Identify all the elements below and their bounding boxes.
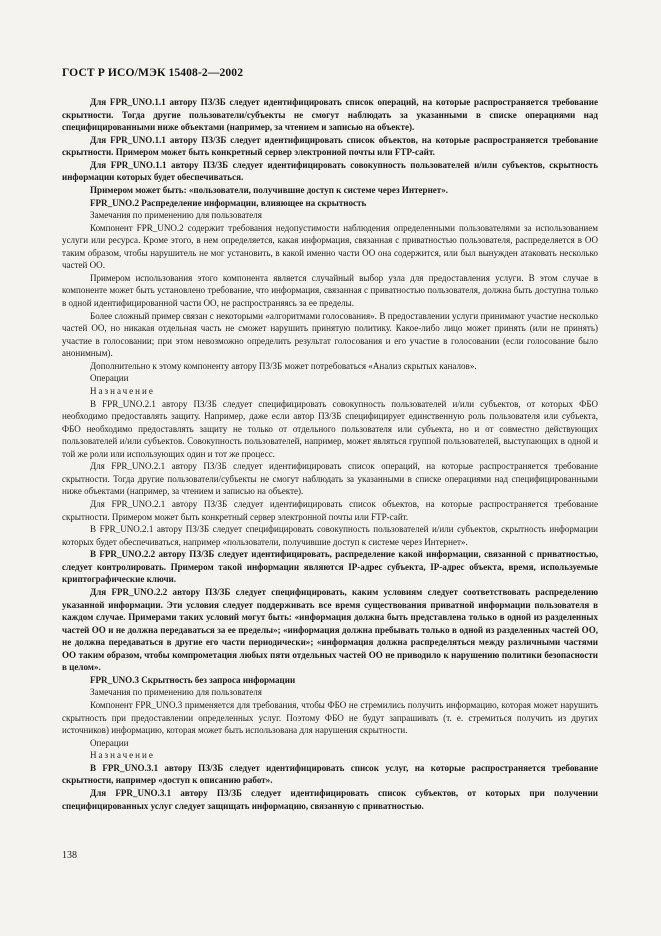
paragraph: В FPR_UNO.2.1 автору ПЗ/ЗБ следует специфицировать совокупность пользователей и/или субъектов, скрытность информации которых будет обеспечиваться, например «пользователи, получившие доступ к системе через Интернет». — [62, 524, 598, 547]
paragraph: Для FPR_UNO.2.1 автору ПЗ/ЗБ следует идентифицировать список объектов, на которые распространяется требование скрытности. Примером может быть конкретный сервер электронной почты или FTP-сайт. — [62, 499, 598, 522]
paragraph: Назначение — [90, 750, 155, 761]
document-body — [62, 96, 598, 812]
paragraph: Примером использования этого компонента является случайный выбор узла для предоставления услуги. В этом случае в компоненте может быть установлено требование, что информация, связанная с приватностью пользователя, должна быть доступна только в одной идентифицированной части ОО, не распространяясь за ее пределы. — [62, 272, 598, 308]
page-number: 138 — [62, 850, 77, 861]
paragraph: В FPR_UNO.3.1 автору ПЗ/ЗБ следует идентифицировать список услуг, на которые распространяется требование скрытности, например «доступ к описанию работ». — [62, 762, 598, 786]
paragraph: Назначение — [90, 385, 155, 396]
paragraph: Для FPR_UNO.1.1 автору ПЗ/ЗБ следует идентифицировать список операций, на которые распространяется требование скрытности. Тогда другие пользователи/субъекты не смогут наблюдать за указанными в списке операциями над специфицированными ниже объектами (например, за чтением и записью на объекте). — [62, 97, 598, 133]
paragraph: FPR_UNO.2 Распределение информации, влияющее на скрытность — [90, 197, 367, 208]
paragraph: Примером может быть: «пользователи, получившие доступ к системе через Интернет». — [90, 184, 449, 195]
paragraph: Для FPR_UNO.1.1 автору ПЗ/ЗБ следует идентифицировать совокупность пользователей и/или субъектов, скрытность информации которых будет обеспечиваться. — [62, 159, 598, 183]
paragraph: Замечания по применению для пользователя — [90, 687, 262, 698]
paragraph: В FPR_UNO.2.1 автору ПЗ/ЗБ следует специфицировать совокупность пользователей и/или субъектов, от которых ФБО необходимо предоставлять защиту. Например, даже если автор ПЗ/ЗБ специфицирует единственную роль пользователя или субъекта, ФБО необходимо предоставлять защиту не только от отдельного пользователя или субъекта, но и от совместно действующих пользователей и/или субъектов. Совокупность пользователей, например, может являться группой пользователей, выступающих в одной и той же роли или использующих один и тот же процесс. — [62, 398, 598, 459]
paragraph: Более сложный пример связан с некоторыми «алгоритмами голосования». В предоставлении услуги принимают участие несколько частей ОО, но никакая отдельная часть не сможет нарушить принятую политику. Какое-либо лицо может принять (или не принять) участие в голосовании; при этом невозможно определить результат голосования и его участие в голосовании (если голосование было анонимным). — [62, 310, 598, 359]
paragraph: Операции — [90, 373, 129, 384]
paragraph: Компонент FPR_UNO.2 содержит требования недопустимости наблюдения определенными пользователями за использованием услуги или ресурса. Кроме этого, в нем определяется, какая информация, связанная с приватностью пользователя, распределяется в ОО таким образом, чтобы нарушитель не мог установить, в какой именно части ОО она содержится, или был вынужден атаковать несколько частей ОО. — [62, 222, 598, 271]
paragraph: Дополнительно к этому компоненту автору ПЗ/ЗБ может потребоваться «Анализ скрытых каналов». — [90, 360, 477, 371]
paragraph: В FPR_UNO.2.2 автору ПЗ/ЗБ следует идентифицировать, распределение какой информации, связанной с приватностью, следует контролировать. Примером такой информации являются IP-адрес субъекта, IP-адрес объекта, время, используемые криптографические ключи. — [62, 549, 598, 585]
paragraph: FPR_UNO.3 Скрытность без запроса информации — [90, 674, 296, 685]
paragraph: Операции — [90, 737, 129, 748]
paragraph: Для FPR_UNO.2.1 автору ПЗ/ЗБ следует идентифицировать список операций, на которые распространяется требование скрытности. Тогда другие пользователи/субъекты не смогут наблюдать за указанными в списке операциями над специфицированными ниже объектами (например, за чтением и записью на объекте). — [62, 461, 598, 497]
paragraph: Замечания по применению для пользователя — [90, 210, 262, 221]
paragraph: Для FPR_UNO.3.1 автору ПЗ/ЗБ следует идентифицировать список субъектов, от которых при получении специфицированных услуг следует защищать информацию, связанную с приватностью. — [62, 787, 598, 811]
page-header: ГОСТ Р ИСО/МЭК 15408-2—2002 — [62, 66, 244, 79]
paragraph: Компонент FPR_UNO.3 применяется для требования, чтобы ФБО не стремились получить информацию, которая может нарушить скрытность при предоставлении определенных услуг. Поэтому ФБО не будут запрашивать (т. е. стремиться получить из других источников) информацию, которая может быть использована для нарушения скрытности. — [62, 700, 598, 736]
paragraph: Для FPR_UNO.2.2 автору ПЗ/ЗБ следует специфицировать, каким условиям следует соответствовать распределению указанной информации. Эти условия следует поддерживать все время существования приватной информации пользователя в каждом случае. Примерами таких условий могут быть: «информация должна быть представлена только в одной из разделенных частей ОО и не должна передаваться за ее пределы»; «информация должна пребывать только в одной из разделенных частей ОО, не должна передаваться в другие его части периодически»; «информация должна распределяться между различными частями ОО таким образом, чтобы компрометация любых пяти отдельных частей ОО не приводило к нарушению политики безопасности в целом». — [62, 586, 598, 673]
paragraph: Для FPR_UNO.1.1 автору ПЗ/ЗБ следует идентифицировать список объектов, на которые распространяется требование скрытности. Примером может быть конкретный сервер электронной почты или FTP-сайт. — [62, 134, 598, 158]
